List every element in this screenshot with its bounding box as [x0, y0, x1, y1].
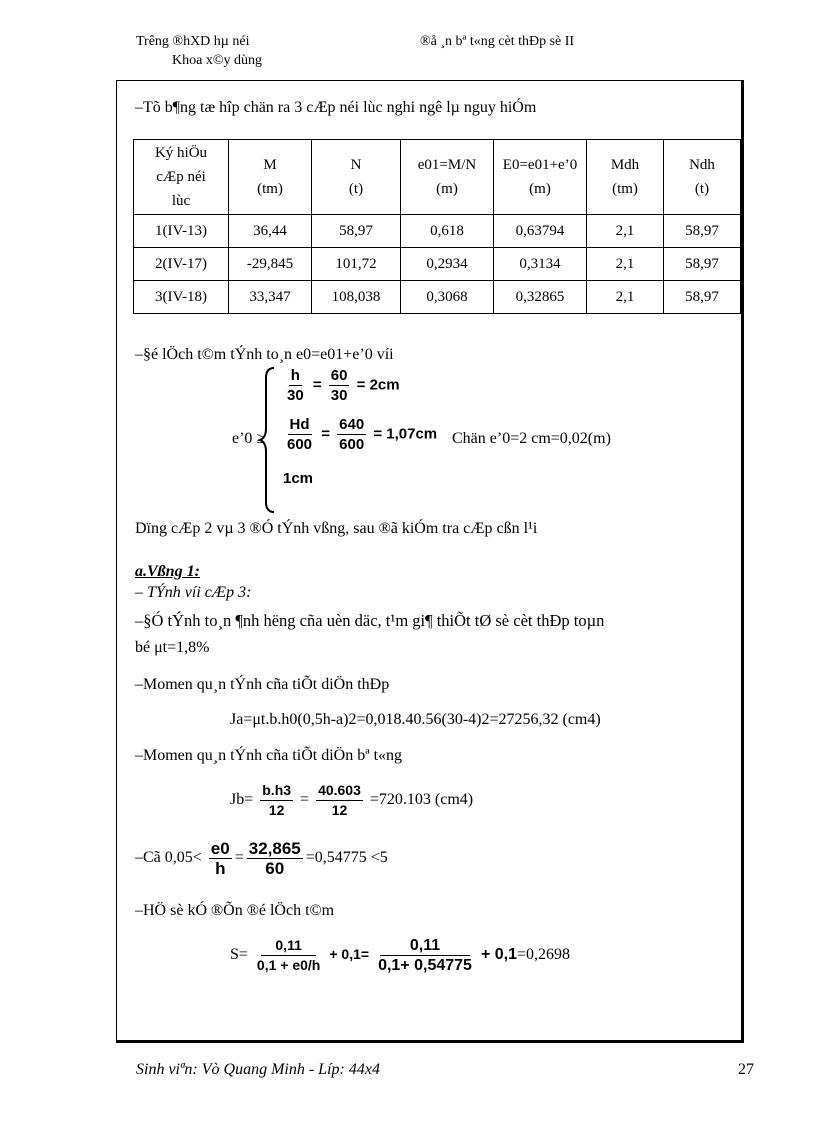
- header-m: M (tm): [229, 140, 312, 215]
- header-e01: e01=M/N (m): [401, 140, 494, 215]
- section-title: a.Vßng 1:: [135, 563, 200, 580]
- fraction: $\frac{40.603}{12}$: [318, 782, 361, 818]
- table-cell: -29,845: [229, 248, 312, 281]
- table-cell: 0,63794: [494, 215, 587, 248]
- eccentricity-intro: –§é lÖch t©m tÝnh to¸n e0=e01+e’0 víi: [135, 346, 394, 363]
- fraction: $\frac{0,11}{0,1+ 0,54775}$: [378, 937, 472, 974]
- fraction: $\frac{640}{600}$: [339, 416, 365, 453]
- s-formula: S= $\frac{0,11}{0,1 + e0/h}$ + 0,1= $\frac{0,11}{0,1+ 0,54775}$ + 0,1=0,2698: [230, 937, 570, 974]
- table-cell: 2,1: [587, 281, 664, 314]
- table-cell: 101,72: [312, 248, 401, 281]
- s-title: –HÖ sè kÓ ®Õn ®é lÖch t©m: [135, 902, 335, 919]
- ratio-formula: –Cã 0,05< $\frac{e0}{h}$ = $\frac{32,865}{60}$ =0,54775 <5: [135, 839, 388, 878]
- table-cell: 58,97: [664, 281, 741, 314]
- table-cell: 0,618: [401, 215, 494, 248]
- table-cell: 58,97: [664, 248, 741, 281]
- table-cell: 0,3134: [494, 248, 587, 281]
- table-row: [134, 215, 741, 248]
- header-n: N (t): [312, 140, 401, 215]
- table-cell: 0,3068: [401, 281, 494, 314]
- e0-lhs: e’0 ≥: [232, 430, 266, 447]
- assume-line-1: –§Ó tÝnh to¸n ¶nh hëng cña uèn däc, t¹m gi¶ thiÕt tØ sè cèt thÐp toµn: [135, 611, 605, 630]
- table-cell: 2,1: [587, 248, 664, 281]
- fraction: $\frac{b.h3}{12}$: [262, 782, 292, 818]
- footer-student: Sinh viªn: Vò Quang Minh - Líp: 44x4: [136, 1061, 380, 1078]
- table-cell: 2,1: [587, 215, 664, 248]
- header-e0: E0=e01+e’0 (m): [494, 140, 587, 215]
- page-number: 27: [738, 1061, 754, 1078]
- subsection-title: – TÝnh víi cÆp 3:: [135, 584, 252, 601]
- condition-3: 1cm: [283, 470, 314, 487]
- fraction: $\frac{60}{30}$: [330, 367, 348, 404]
- table-cell: 0,2934: [401, 248, 494, 281]
- fraction: $\frac{Hd}{600}$: [287, 416, 313, 453]
- school-name: Trêng ®hXD hµ néi: [136, 34, 250, 49]
- fraction: $\frac{0,11}{0,1 + e0/h}$: [256, 937, 321, 973]
- table-row: [134, 281, 741, 314]
- table-cell: 108,038: [312, 281, 401, 314]
- fraction: $\frac{h}{30}$: [287, 367, 304, 404]
- header-ndh: Ndh (t): [664, 140, 741, 215]
- table-cell: 2(IV-17): [134, 248, 229, 281]
- table-row: [134, 248, 741, 281]
- ja-formula: Ja=μt.b.h0(0,5h-a)2=0,018.40.56(30-4)2=27256,32 (cm4): [230, 711, 601, 728]
- header-mdh: Mdh (tm): [587, 140, 664, 215]
- e0-choice: Chän e’0=2 cm=0,02(m): [452, 430, 611, 447]
- table-cell: 1(IV-13): [134, 215, 229, 248]
- faculty-name: Khoa x©y dùng: [172, 53, 262, 68]
- fraction: $\frac{32,865}{60}$: [248, 839, 301, 878]
- condition-2: $\frac{Hd}{600}$ = $\frac{640}{600}$ = 1,07cm: [287, 416, 438, 453]
- table-header-row: [134, 140, 741, 215]
- fraction: $\frac{e0}{h}$: [210, 839, 230, 878]
- table-cell: 58,97: [312, 215, 401, 248]
- jb-title: –Momen qu¸n tÝnh cña tiÕt diÖn bª t«ng: [135, 747, 403, 764]
- project-title: ®å ¸n bª t«ng cèt thÐp sè II: [420, 34, 575, 49]
- ja-title: –Momen qu¸n tÝnh cña tiÕt diÖn thÐp: [135, 676, 390, 693]
- intro-line: –Tõ b¶ng tæ hîp chän ra 3 cÆp néi lùc nghi ngê lµ nguy hiÓm: [135, 99, 537, 116]
- use-line: Dïng cÆp 2 vµ 3 ®Ó tÝnh vßng, sau ®ã kiÓm tra cÆp cßn l¹i: [135, 520, 538, 537]
- table-cell: 36,44: [229, 215, 312, 248]
- assume-line-2: bé μt=1,8%: [135, 639, 210, 656]
- table-cell: 3(IV-18): [134, 281, 229, 314]
- header-label: Ký hiÖu cÆp néi lùc: [134, 140, 229, 215]
- jb-formula: Jb= $\frac{b.h3}{12}$ = $\frac{40.603}{12}$ =720.103 (cm4): [230, 782, 474, 818]
- table-cell: 0,32865: [494, 281, 587, 314]
- table-cell: 58,97: [664, 215, 741, 248]
- table-cell: 33,347: [229, 281, 312, 314]
- condition-1: $\frac{h}{30}$ = $\frac{60}{30}$ = 2cm: [287, 367, 400, 404]
- forces-table: [133, 139, 741, 314]
